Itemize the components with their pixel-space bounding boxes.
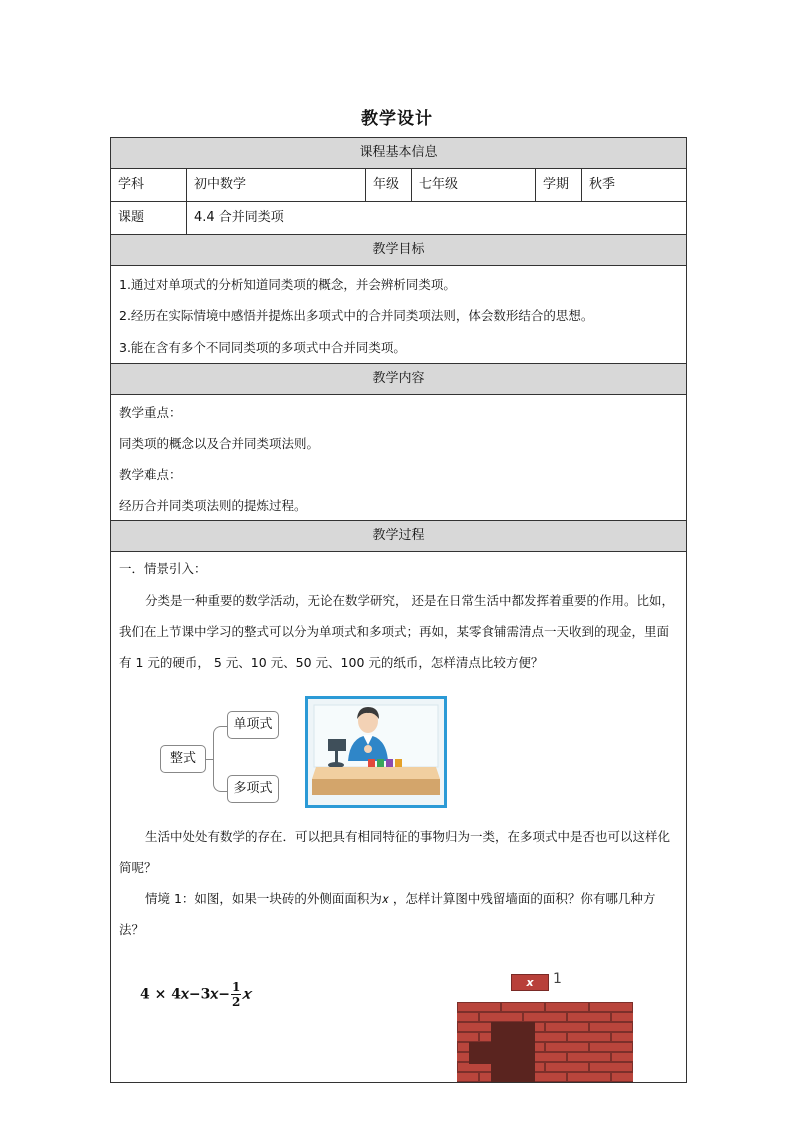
term-value: 秋季 xyxy=(589,177,616,192)
topic-value: 4.4 合并同类项 xyxy=(194,210,284,225)
section-intro-title: 一．情景引入： xyxy=(119,561,207,576)
key-points-label: 教学重点： xyxy=(119,405,182,420)
diagram-brace xyxy=(213,726,228,792)
brick-wall-figure xyxy=(411,956,641,1083)
topic-label: 课题 xyxy=(111,202,187,234)
content-header: 教学内容 xyxy=(111,364,686,395)
fraction-denominator: 2 xyxy=(231,995,241,1009)
difficulty-text: 经历合并同类项法则的提炼过程。 xyxy=(119,498,307,513)
term-label: 学期 xyxy=(536,169,582,201)
document-title: 教学设计 xyxy=(361,109,433,129)
formula-main: 4 × 4𝑥−3𝑥− xyxy=(140,986,230,1003)
grade-label: 年级 xyxy=(366,169,412,201)
cashier-scene-image xyxy=(308,699,444,805)
objective-item-3: 3.能在含有多个不同同类项的多项式中合并同类项。 xyxy=(119,340,406,355)
difficulty-label: 教学难点： xyxy=(119,467,182,482)
diagram-child-top-box: 单项式 xyxy=(227,711,279,739)
process-header: 教学过程 xyxy=(111,521,686,552)
brick-wall-image xyxy=(457,1002,633,1083)
formula-fraction xyxy=(231,980,241,1009)
life-paragraph: 生活中处处有数学的存在．可以把具有相同特征的事物归为一类，在多项式中是否也可以这样化简呢？ xyxy=(119,829,671,875)
basic-info-header: 课程基本信息 xyxy=(111,138,686,169)
area-formula xyxy=(140,980,250,1009)
diagram-child-bottom-box: 多项式 xyxy=(227,775,279,803)
info-row-subject xyxy=(111,169,686,202)
formula-tail: 𝑥 xyxy=(242,986,251,1003)
intro-paragraph: 分类是一种重要的数学活动，无论在数学研究， 还是在日常生活中都发挥着重要的作用。比如，我们在上节课中学习的整式可以分为单项式和多项式；再如，某零食铺需清点一天收到的现金，里面有 1 元的硬币， 5 元、10 元、50 元、100 元的纸币，怎样清点比较方便？ xyxy=(119,593,674,670)
single-brick-label: x xyxy=(511,974,549,991)
diagram-connector xyxy=(206,759,213,760)
objective-item-2: 2.经历在实际情境中感悟并提炼出多项式中的合并同类项法则，体会数形结合的思想。 xyxy=(119,308,594,323)
diagram-root-box: 整式 xyxy=(160,745,206,773)
subject-value: 初中数学 xyxy=(187,169,366,201)
lesson-plan-table xyxy=(110,137,687,1083)
objective-item-1: 1.通过对单项式的分析知道同类项的概念，并会辨析同类项。 xyxy=(119,277,456,292)
scenario-1-paragraph: 情境 1：如图，如果一块砖的外侧面面积为𝑥 ，怎样计算图中残留墙面的面积？你有哪几种方法？ xyxy=(119,891,656,937)
info-row-topic xyxy=(111,202,686,235)
subject-label: 学科 xyxy=(111,169,187,201)
fraction-numerator: 1 xyxy=(231,980,241,994)
grade-value: 七年级 xyxy=(412,169,536,201)
objectives-header: 教学目标 xyxy=(111,235,686,266)
single-brick-count: 1 xyxy=(553,971,562,987)
cashier-illustration xyxy=(305,696,447,808)
key-points-text: 同类项的概念以及合并同类项法则。 xyxy=(119,436,320,451)
